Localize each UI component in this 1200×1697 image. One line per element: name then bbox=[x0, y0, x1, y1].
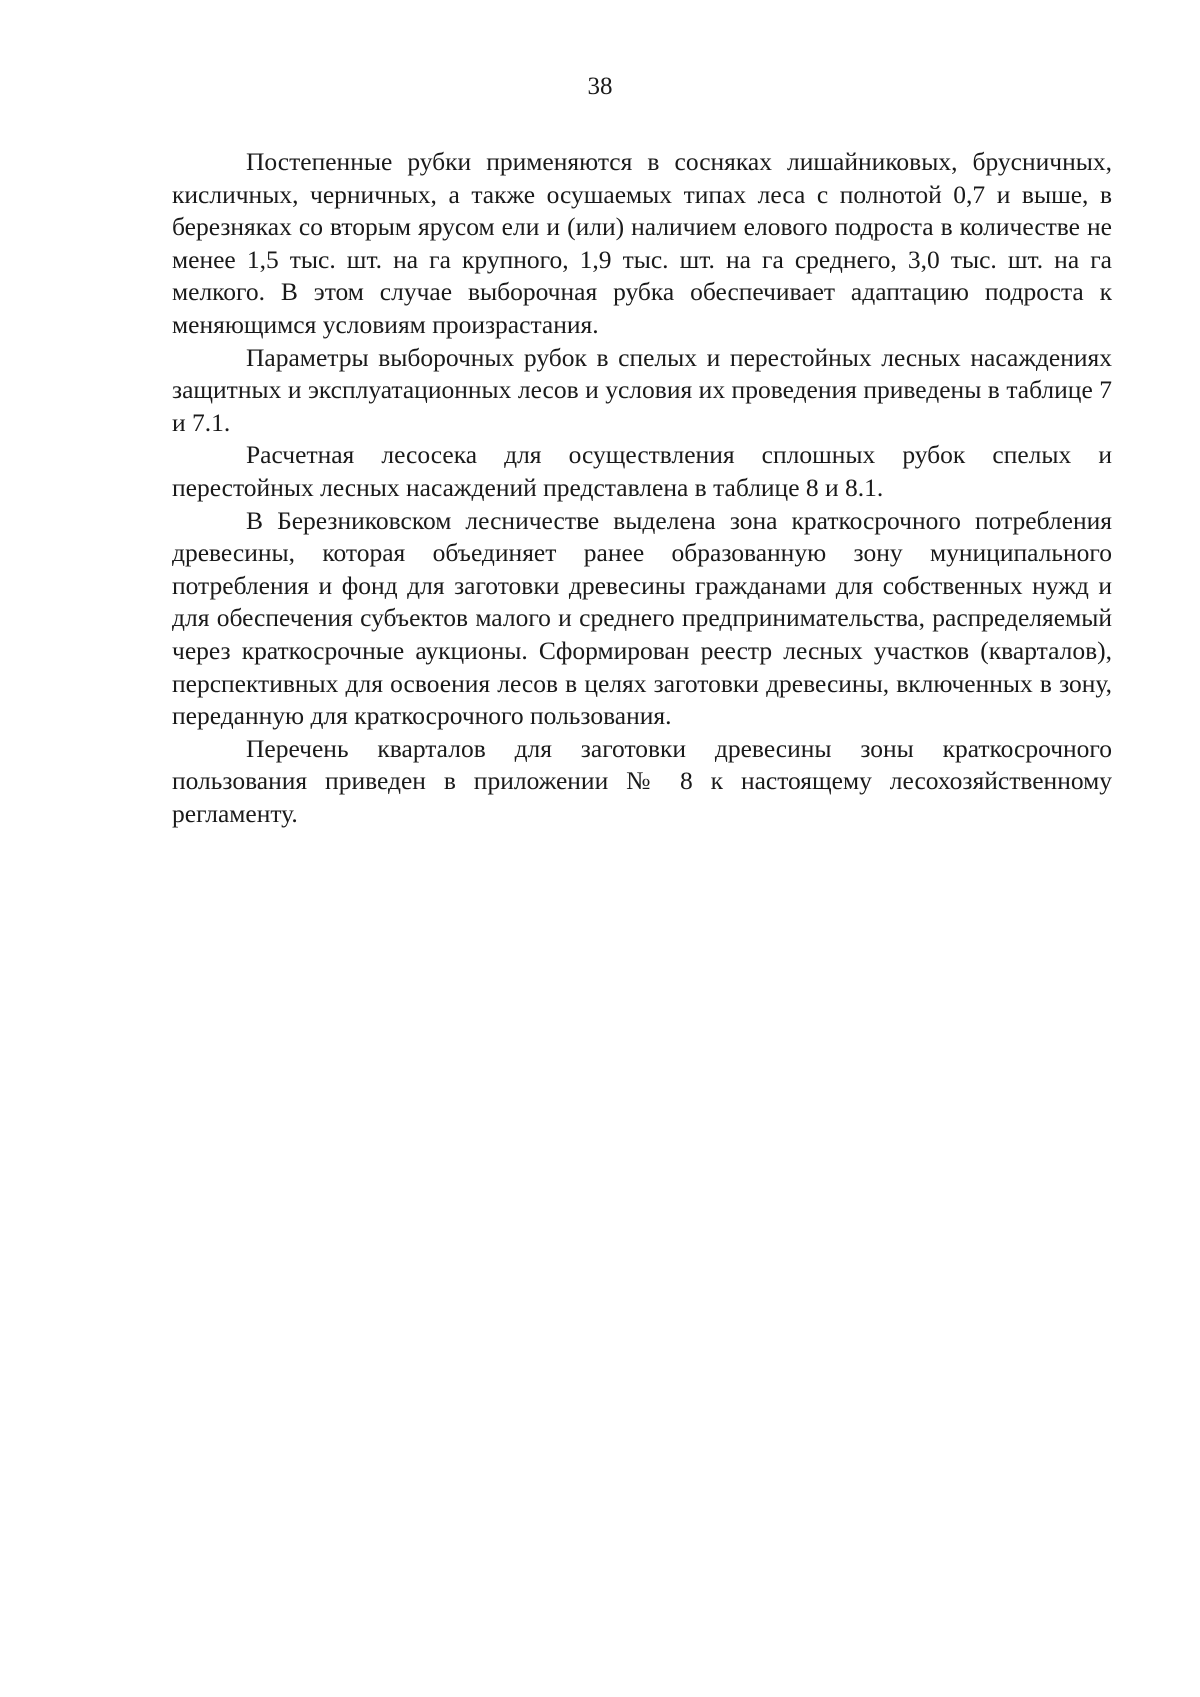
page-number: 38 bbox=[587, 73, 613, 100]
paragraph-felling-parameters: Параметры выборочных рубок в спелых и перестойных лесных насаждениях защитных и эксплуатационных лесов и условия их проведения приведены в таблице 7 и 7.1. bbox=[172, 342, 1112, 437]
paragraph-quarters-list: Перечень кварталов для заготовки древесины зоны краткосрочного пользования приведен в приложении № 8 к настоящему лесохозяйственному регламенту. bbox=[172, 733, 1112, 828]
paragraph-selective-felling: Постепенные рубки применяются в сосняках лишайниковых, брусничных, кисличных, черничных, а также осушаемых типах леса с полнотой 0,7 и выше, в березняках со вторым ярусом ели и (или) наличием елового подроста в количестве не менее 1,5 тыс. шт. на га крупного, 1,9 тыс. шт. на га среднего, 3,0 тыс. шт. на га мелкого. В этом случае выборочная рубка обеспечивает адаптацию подроста к меняющимся условиям произрастания. bbox=[172, 147, 1112, 339]
paragraph-allowable-cut: Расчетная лесосека для осуществления сплошных рубок спелых и перестойных лесных насаждений представлена в таблице 8 и 8.1. bbox=[172, 440, 1112, 502]
paragraph-short-term-zone: В Березниковском лесничестве выделена зона краткосрочного потребления древесины, которая объединяет ранее образованную зону муниципального потребления и фонд для заготовки древесины гражданами для собственных нужд и для обеспечения субъектов малого и среднего предпринимательства, распределяемый через краткосрочные аукционы. Сформирован реестр лесных участков (кварталов), перспективных для освоения лесов в целях заготовки древесины, включенных в зону, переданную для краткосрочного пользования. bbox=[172, 505, 1112, 731]
body-text bbox=[172, 146, 1112, 830]
